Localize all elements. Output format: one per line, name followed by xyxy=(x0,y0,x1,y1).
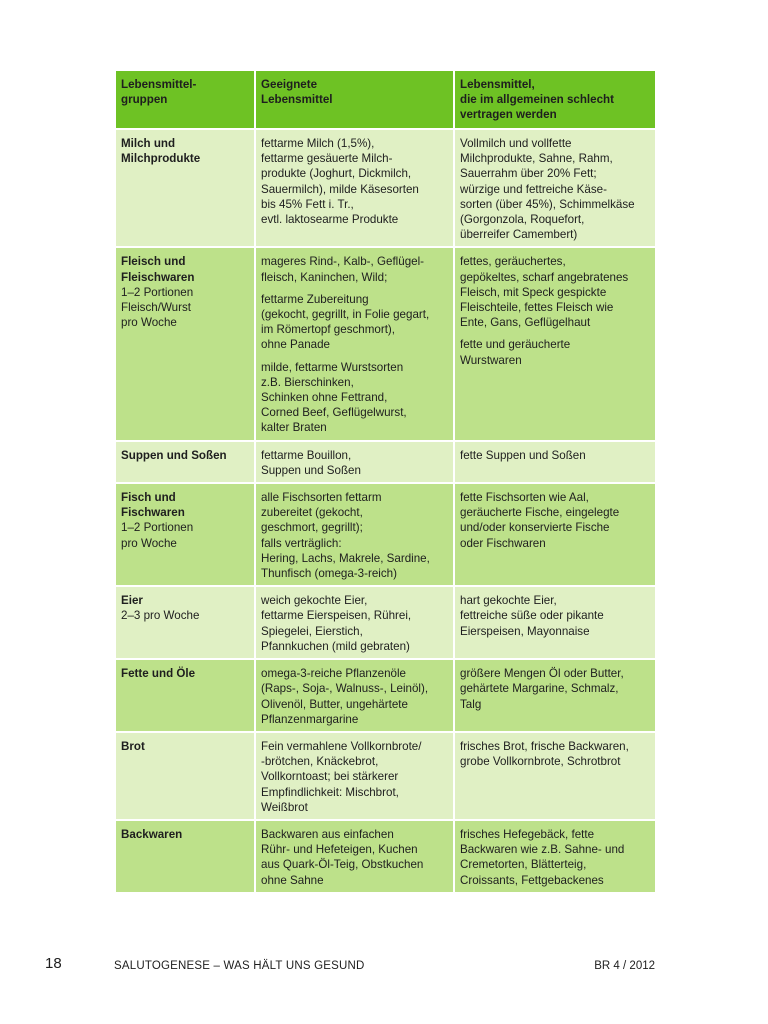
suitable-foods-text: fettarme Bouillon, Suppen und Soßen xyxy=(261,448,361,477)
unsuitable-foods-cell xyxy=(455,484,655,585)
food-group-cell xyxy=(116,442,254,482)
unsuitable-foods-text: fette Fischsorten wie Aal, geräucherte Fische, eingelegte und/oder konservierte Fische oder Fischwaren xyxy=(460,491,620,550)
suitable-foods-cell xyxy=(256,130,453,246)
footer-title: SALUTOGENESE – WAS HÄLT UNS GESUND xyxy=(114,960,365,972)
food-group-name: Milch und Milchprodukte xyxy=(121,137,201,166)
suitable-foods-text: omega-3-reiche Pflanzenöle (Raps-, Soja-, Walnuss-, Leinöl), Olivenöl, Butter, ungehärtete Pflanzenmargarine xyxy=(261,667,429,726)
food-group-name: Brot xyxy=(121,739,145,753)
unsuitable-foods-cell xyxy=(455,442,655,482)
unsuitable-foods-cell xyxy=(455,660,655,731)
page-number: 18 xyxy=(45,955,62,972)
suitable-foods-text: Backwaren aus einfachen Rühr- und Hefeteigen, Kuchen aus Quark-Öl-Teig, Obstkuchen ohne Sahne xyxy=(261,827,424,887)
header-unsuitable xyxy=(455,71,655,128)
unsuitable-foods-text: fettes, geräuchertes, gepökeltes, scharf angebratenes Fleisch, mit Speck gespickte Fleischteile, fettes Fleisch wie Ente, Gans, Geflügelhaut xyxy=(460,255,629,330)
header-unsuitable-label: Lebensmittel, die im allgemeinen schlecht vertragen werden xyxy=(460,78,614,122)
food-group-name: Fleisch und Fleischwaren xyxy=(121,255,195,284)
food-group-name: Fette und Öle xyxy=(121,667,196,681)
food-group-name: Backwaren xyxy=(121,827,183,841)
table-row xyxy=(116,733,655,819)
suitable-foods-text: alle Fischsorten fettarm zubereitet (gekocht, geschmort, gegrillt); falls verträglich: Hering, Lachs, Makrele, Sardine, Thunfisch (omega-3-reich) xyxy=(261,491,430,581)
unsuitable-foods-cell xyxy=(455,821,655,892)
suitable-foods-text: Fein vermahlene Vollkornbrote/ -brötchen, Knäckebrot, Vollkorntoast; bei stärkerer Empfindlichkeit: Mischbrot, Weißbrot xyxy=(261,739,422,814)
food-group-cell xyxy=(116,733,254,819)
header-groups-label: Lebensmittel- gruppen xyxy=(121,78,197,107)
table-row xyxy=(116,660,655,731)
food-group-name: Suppen und Soßen xyxy=(121,448,227,462)
food-table-body xyxy=(116,71,655,892)
unsuitable-foods-text: frisches Hefegebäck, fette Backwaren wie z.B. Sahne- und Cremetorten, Blätterteig, Croissants, Fettgebackenes xyxy=(460,827,625,887)
food-group-note: 1–2 Portionen pro Woche xyxy=(121,521,194,550)
food-group-note: 1–2 Portionen Fleisch/Wurst pro Woche xyxy=(121,285,194,330)
unsuitable-foods-cell xyxy=(455,587,655,658)
unsuitable-foods-text: fette Suppen und Soßen xyxy=(460,448,586,462)
table-row xyxy=(116,130,655,246)
suitable-foods-cell xyxy=(256,484,453,585)
table-row xyxy=(116,484,655,585)
unsuitable-foods-text: größere Mengen Öl oder Butter, gehärtete Margarine, Schmalz, Talg xyxy=(460,667,624,711)
unsuitable-foods-cell xyxy=(455,248,655,439)
food-group-cell xyxy=(116,484,254,585)
unsuitable-foods-text: hart gekochte Eier, fettreiche süße oder pikante Eierspeisen, Mayonnaise xyxy=(460,594,604,638)
suitable-foods-cell xyxy=(256,821,453,892)
food-group-cell xyxy=(116,248,254,439)
header-groups xyxy=(116,71,254,128)
footer-issue: BR 4 / 2012 xyxy=(594,960,655,972)
suitable-foods-cell xyxy=(256,587,453,658)
header-suitable xyxy=(256,71,453,128)
food-group-cell xyxy=(116,821,254,892)
suitable-foods-text: milde, fettarme Wurstsorten z.B. Bierschinken, Schinken ohne Fettrand, Corned Beef, Geflügelwurst, kalter Braten xyxy=(261,360,407,435)
suitable-foods-cell xyxy=(256,660,453,731)
suitable-foods-cell xyxy=(256,733,453,819)
food-group-note: 2–3 pro Woche xyxy=(121,609,200,623)
suitable-foods-cell xyxy=(256,248,453,439)
table-row xyxy=(116,821,655,892)
unsuitable-foods-cell xyxy=(455,130,655,246)
food-group-cell xyxy=(116,130,254,246)
food-group-name: Eier xyxy=(121,594,143,608)
food-group-cell xyxy=(116,587,254,658)
table-row xyxy=(116,587,655,658)
suitable-foods-text: fettarme Milch (1,5%), fettarme gesäuerte Milch- produkte (Joghurt, Dickmilch, Sauermilch), milde Käsesorten bis 45% Fett i. Tr., evtl. laktosearme Produkte xyxy=(261,137,419,227)
table-row xyxy=(116,442,655,482)
unsuitable-foods-text: frisches Brot, frische Backwaren, grobe Vollkornbrote, Schrotbrot xyxy=(460,739,629,769)
suitable-foods-text: fettarme Zubereitung (gekocht, gegrillt, in Folie gegart, im Römertopf geschmort), ohne Panade xyxy=(261,292,430,352)
unsuitable-foods-text: Vollmilch und vollfette Milchprodukte, Sahne, Rahm, Sauerrahm über 20% Fett; würzige und fettreiche Käse- sorten (über 45%), Schimmelkäse (Gorgonzola, Roquefort, überreifer Camembert) xyxy=(460,137,635,242)
table-row xyxy=(116,248,655,439)
header-suitable-label: Geeignete Lebensmittel xyxy=(261,78,333,107)
suitable-foods-cell xyxy=(256,442,453,482)
food-table xyxy=(114,69,657,894)
food-group-name: Fisch und Fischwaren xyxy=(121,491,185,520)
food-group-cell xyxy=(116,660,254,731)
suitable-foods-text: weich gekochte Eier, fettarme Eierspeisen, Rührei, Spiegelei, Eierstich, Pfannkuchen (mild gebraten) xyxy=(261,594,412,653)
unsuitable-foods-text: fette und geräucherte Wurstwaren xyxy=(460,338,571,367)
table-header-row xyxy=(116,71,655,128)
unsuitable-foods-cell xyxy=(455,733,655,819)
suitable-foods-text: mageres Rind-, Kalb-, Geflügel- fleisch, Kaninchen, Wild; xyxy=(261,255,425,284)
